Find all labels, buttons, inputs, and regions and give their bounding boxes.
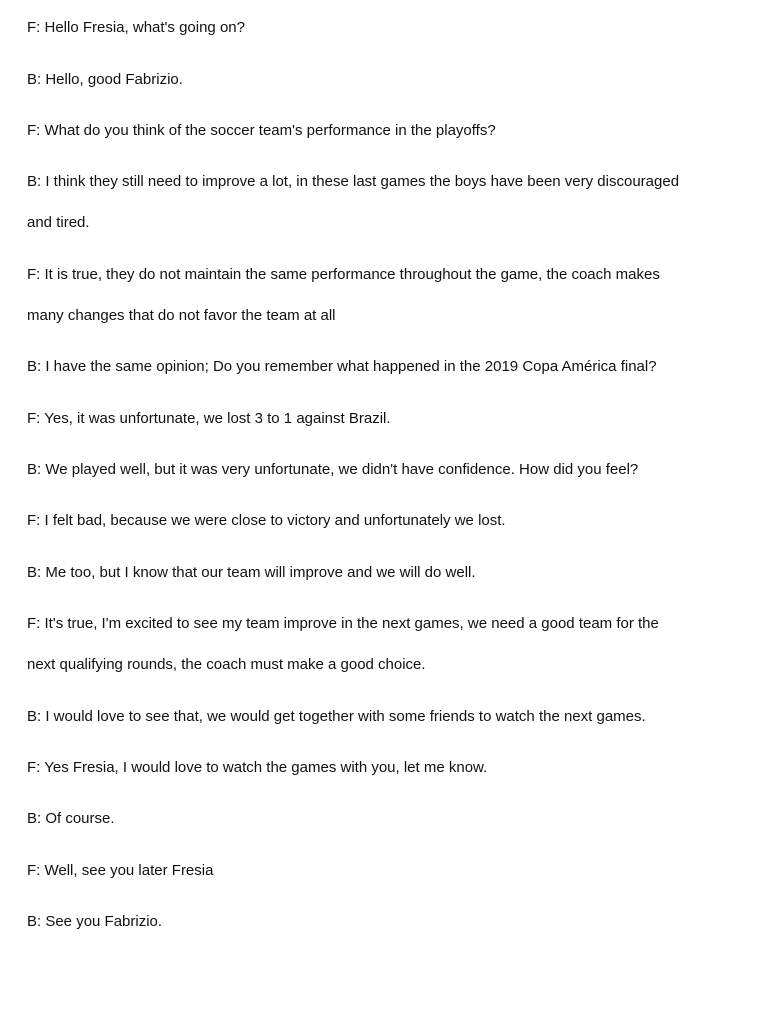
dialogue-line: F: What do you think of the soccer team's performance in the playoffs?	[27, 122, 496, 139]
dialogue-line: B: We played well, but it was very unfortunate, we didn't have confidence. How did you feel?	[27, 461, 639, 478]
dialogue-line: F: Well, see you later Fresia	[27, 862, 214, 879]
dialogue-line: B: I think they still need to improve a lot, in these last games the boys have been very discouraged	[27, 173, 680, 190]
dialogue-line: F: Hello Fresia, what's going on?	[27, 19, 245, 36]
dialogue-line: B: See you Fabrizio.	[27, 913, 163, 930]
dialogue-line: B: Me too, but I know that our team will improve and we will do well.	[27, 564, 476, 581]
dialogue-line-continuation: many changes that do not favor the team at all	[27, 307, 336, 324]
dialogue-line: F: It is true, they do not maintain the same performance throughout the game, the coach makes	[27, 266, 660, 283]
dialogue-line: B: I have the same opinion; Do you remember what happened in the 2019 Copa América final?	[27, 358, 657, 375]
dialogue-line: F: Yes, it was unfortunate, we lost 3 to 1 against Brazil.	[27, 410, 391, 427]
dialogue-line: F: It's true, I'm excited to see my team improve in the next games, we need a good team for the	[27, 615, 659, 632]
dialogue-line: B: Hello, good Fabrizio.	[27, 71, 183, 88]
dialogue-line-continuation: next qualifying rounds, the coach must make a good choice.	[27, 656, 426, 673]
dialogue-line: F: I felt bad, because we were close to victory and unfortunately we lost.	[27, 512, 506, 529]
dialogue-line: B: I would love to see that, we would get together with some friends to watch the next games.	[27, 708, 646, 725]
dialogue-line-continuation: and tired.	[27, 214, 90, 231]
dialogue-line: B: Of course.	[27, 810, 115, 827]
dialogue-line: F: Yes Fresia, I would love to watch the games with you, let me know.	[27, 759, 488, 776]
